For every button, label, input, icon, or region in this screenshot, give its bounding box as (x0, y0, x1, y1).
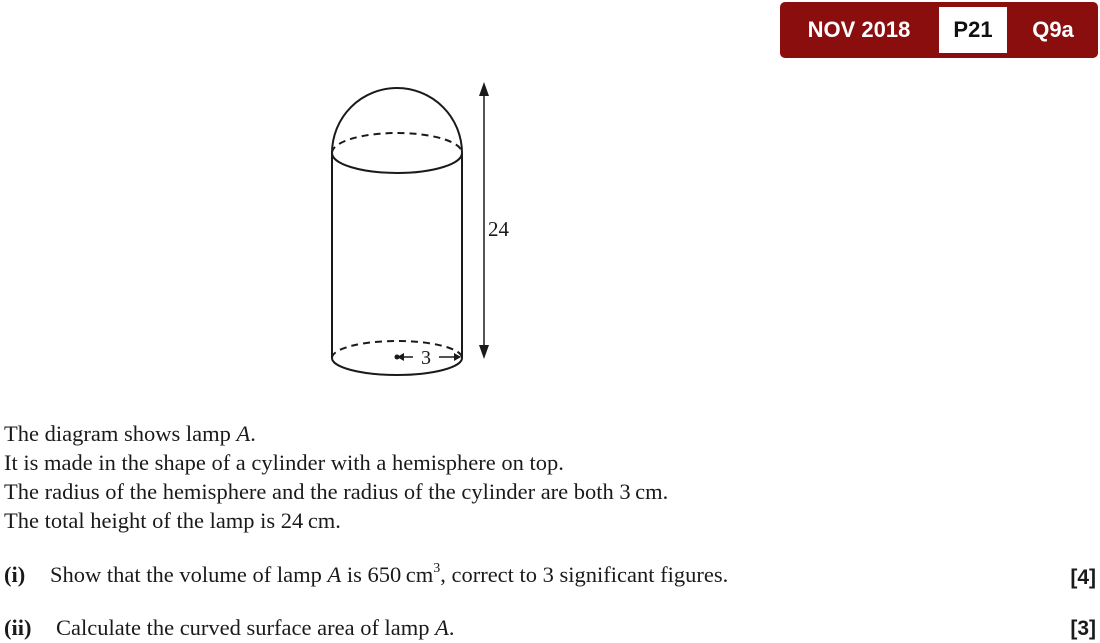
question-stem (4, 419, 668, 535)
stem-line-2: It is made in the shape of a cylinder with a hemisphere on top. (4, 450, 564, 475)
top-ellipse-back (332, 133, 462, 153)
question-part-i: (i) Show that the volume of lamp A is 650 $cm^3$, correct to 3 significant figures. (4, 560, 729, 587)
question-number-label: Q9a (1032, 17, 1074, 42)
lamp-diagram (320, 70, 530, 390)
radius-label: 3 (421, 347, 431, 369)
top-ellipse-front (332, 153, 462, 173)
part-number: (ii) (4, 615, 32, 640)
bottom-ellipse-front (332, 358, 462, 375)
question-tag (780, 2, 1098, 58)
stem-line-1: The diagram shows lamp A. (4, 421, 256, 446)
hemisphere-outline (332, 88, 462, 153)
stem-line-3: The radius of the hemisphere and the radius of the cylinder are both 3 cm. (4, 479, 669, 504)
paper-number-label: P21 (939, 7, 1007, 53)
height-label: 24 (488, 217, 509, 241)
question-part-ii: (ii) Calculate the curved surface area of lamp A. (4, 615, 455, 640)
part-number: (i) (4, 562, 26, 587)
marks-part-ii: [3] (1070, 617, 1096, 640)
marks-part-i: [4] (1070, 566, 1096, 589)
stem-line-4: The total height of the lamp is 24 cm. (4, 508, 341, 533)
height-arrow (479, 82, 510, 359)
radius-marker (395, 347, 462, 369)
exam-session-label: NOV 2018 (807, 17, 911, 42)
